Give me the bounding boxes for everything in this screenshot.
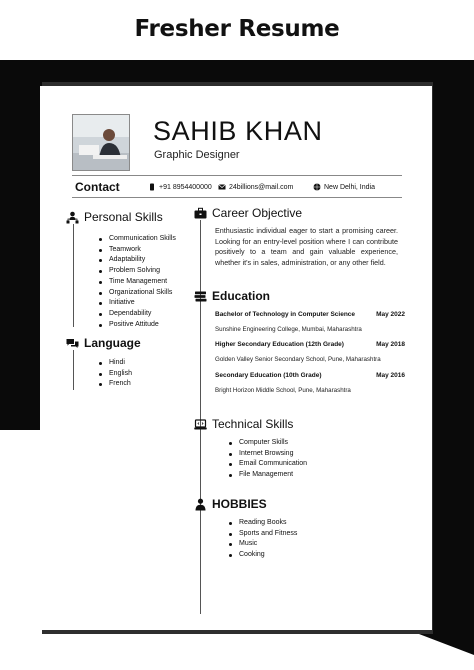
- divider-top: [72, 175, 402, 176]
- contact-phone-text: +91 8954400000: [159, 183, 212, 191]
- list-item: Teamwork: [95, 245, 176, 256]
- person-icon: [194, 498, 207, 511]
- hobbies-list: [225, 518, 297, 561]
- personal-skills-list: [95, 234, 176, 330]
- education-institution: Bright Horizon Middle School, Pune, Maharashtra: [215, 387, 351, 394]
- list-item: English: [95, 369, 132, 380]
- language-list: [95, 358, 132, 390]
- education-institution: Golden Valley Senior Secondary School, Pune, Maharashtra: [215, 356, 381, 363]
- technical-skills-list: [225, 438, 307, 481]
- contact-heading: Contact: [75, 180, 120, 194]
- education-institution: Sunshine Engineering College, Mumbai, Maharashtra: [215, 326, 362, 333]
- resume-paper: [40, 86, 432, 630]
- contact-location: [313, 183, 375, 191]
- list-item: File Management: [225, 470, 307, 481]
- education-degree: Secondary Education (10th Grade): [215, 372, 322, 379]
- globe-icon: [313, 183, 321, 191]
- contact-email-text: 24billions@mail.com: [229, 183, 294, 191]
- list-item: French: [95, 379, 132, 390]
- education-heading-text: Education: [212, 289, 271, 303]
- chat-bubbles-icon: [66, 337, 79, 350]
- page-banner: [0, 0, 474, 60]
- resume-name: SAHIB KHAN: [153, 116, 323, 146]
- technical-skills-heading: [194, 417, 293, 431]
- language-heading: [66, 336, 141, 350]
- list-item: Organizational Skills: [95, 288, 176, 299]
- education-degree: Bachelor of Technology in Computer Science: [215, 311, 356, 318]
- career-objective-heading: [194, 206, 302, 220]
- timeline-left-top: [73, 224, 74, 327]
- list-item: Initiative: [95, 298, 176, 309]
- career-objective-text: Enthusiastic individual eager to start a promising career. Looking for an entry-level position where I can contribute positively to a team and gain valuable experience, whether it's in sales, administration, or any other field.: [215, 226, 398, 267]
- list-item: Sports and Fitness: [225, 529, 297, 540]
- personal-skills-heading: [66, 210, 163, 224]
- education-degree: Higher Secondary Education (12th Grade): [215, 341, 344, 348]
- education-heading: [194, 289, 270, 303]
- person-network-icon: [66, 211, 79, 224]
- list-item: Music: [225, 539, 297, 550]
- list-item: Hindi: [95, 358, 132, 369]
- career-objective-heading-text: Career Objective: [212, 206, 303, 220]
- education-year: May 2016: [376, 372, 405, 379]
- profile-photo: [72, 114, 130, 171]
- education-year: May 2018: [376, 341, 405, 348]
- contact-location-text: New Delhi, India: [324, 183, 375, 191]
- contact-email: [218, 183, 293, 191]
- book-stack-icon: [194, 290, 207, 303]
- hobbies-heading: [194, 497, 267, 511]
- hobbies-heading-text: HOBBIES: [212, 497, 267, 511]
- list-item: Cooking: [225, 550, 297, 561]
- list-item: Dependability: [95, 309, 176, 320]
- personal-skills-heading-text: Personal Skills: [84, 210, 163, 224]
- timeline-left-bottom: [73, 350, 74, 390]
- list-item: Communication Skills: [95, 234, 176, 245]
- envelope-icon: [218, 183, 226, 191]
- list-item: Adaptability: [95, 255, 176, 266]
- resume-role: Graphic Designer: [154, 149, 240, 161]
- phone-icon: [148, 183, 156, 191]
- education-year: May 2022: [376, 311, 405, 318]
- contact-phone: [148, 183, 212, 191]
- language-heading-text: Language: [84, 336, 141, 350]
- list-item: Reading Books: [225, 518, 297, 529]
- list-item: Problem Solving: [95, 266, 176, 277]
- briefcase-icon: [194, 207, 207, 220]
- list-item: Time Management: [95, 277, 176, 288]
- education-entry-3: [215, 372, 405, 379]
- banner-title: Fresher Resume: [134, 16, 340, 42]
- education-entry-1: [215, 311, 405, 318]
- technical-skills-heading-text: Technical Skills: [212, 417, 294, 431]
- list-item: Computer Skills: [225, 438, 307, 449]
- education-entry-2: [215, 341, 405, 348]
- divider-contact: [72, 197, 402, 198]
- list-item: Email Communication: [225, 459, 307, 470]
- laptop-icon: [194, 418, 207, 431]
- list-item: Internet Browsing: [225, 449, 307, 460]
- list-item: Positive Attitude: [95, 320, 176, 331]
